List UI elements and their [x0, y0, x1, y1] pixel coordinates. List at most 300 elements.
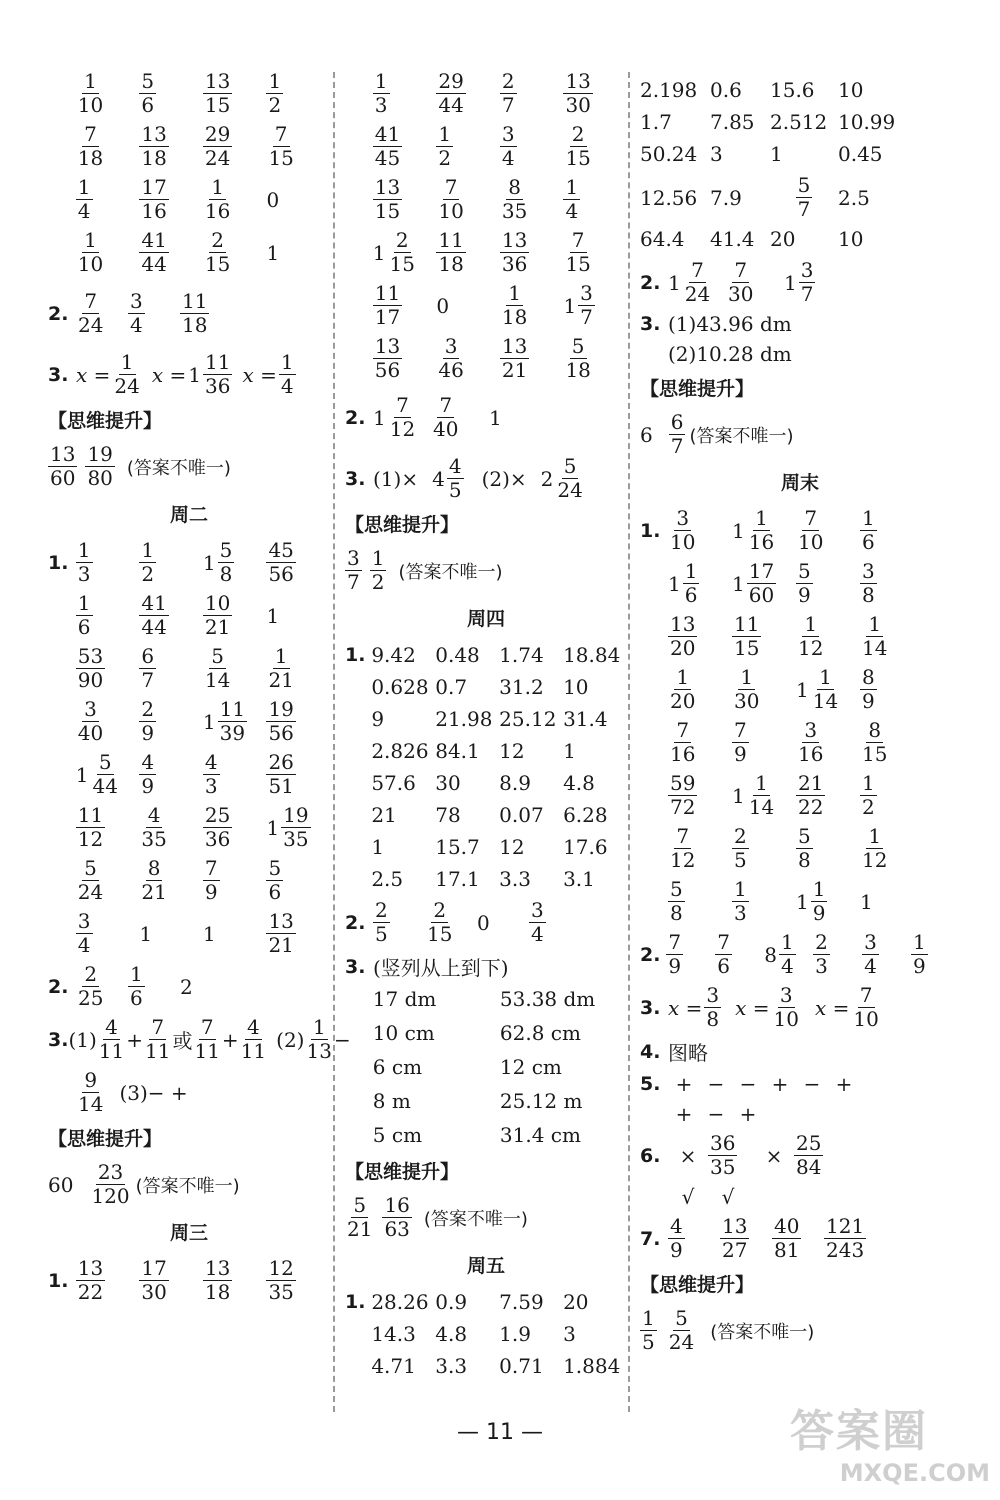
- answer-value: [838, 186, 900, 210]
- answer-value: [180, 290, 232, 337]
- denominator: 12: [798, 636, 824, 660]
- decimal-value: 1: [563, 739, 576, 763]
- decimal-value: 0.9: [435, 1290, 468, 1314]
- numerator: 1: [862, 506, 875, 530]
- fraction: [563, 123, 592, 170]
- answer-value: [373, 123, 437, 170]
- answer-value: [266, 70, 330, 117]
- decimal-value: 25.12: [499, 707, 557, 731]
- answer-value: [796, 719, 860, 766]
- fraction: [720, 1215, 749, 1262]
- fraction: [203, 751, 220, 798]
- fraction: [563, 70, 592, 117]
- answer-row: [48, 443, 330, 490]
- fraction: [76, 290, 105, 337]
- fraction: [76, 857, 105, 904]
- answer-row: [640, 259, 960, 306]
- answer-value: [48, 443, 77, 490]
- numerator: 4: [247, 1015, 260, 1039]
- question-number: 1.: [640, 519, 661, 542]
- fraction: [218, 698, 247, 745]
- numerator: 13: [50, 442, 76, 466]
- fraction: [563, 335, 592, 382]
- numerator: 7: [859, 983, 873, 1007]
- answer-row: [48, 751, 330, 798]
- denominator: 8: [798, 848, 811, 872]
- answer-value: [436, 123, 500, 170]
- answer-value: [860, 613, 924, 660]
- decimal-value: 4.71: [371, 1354, 416, 1378]
- numerator: 45: [268, 538, 294, 562]
- answer-value: [772, 984, 801, 1031]
- denominator: 14: [812, 689, 839, 713]
- decimal-value: 6.28: [563, 803, 608, 827]
- numerator: 5: [353, 1193, 367, 1217]
- numerator: 10: [204, 591, 231, 615]
- answer-value: [640, 186, 710, 210]
- fraction: [772, 984, 801, 1031]
- answer-value: [500, 176, 564, 223]
- answer-text: 7.9: [710, 185, 742, 210]
- numerator: 7: [691, 258, 704, 282]
- answer-row: [48, 910, 330, 957]
- answer-value: [139, 592, 203, 639]
- page-number-value: 11: [486, 1420, 514, 1445]
- answer-value: [203, 751, 267, 798]
- numerator: 1: [676, 665, 690, 689]
- denominator: 10: [77, 93, 104, 117]
- answer-value: [796, 878, 860, 925]
- question-number: 3.: [640, 313, 661, 335]
- answer-row: [640, 1307, 960, 1354]
- fraction: [860, 507, 877, 554]
- answer-value: [373, 899, 425, 946]
- whole-number: 1: [563, 293, 577, 318]
- answer-row: [345, 803, 627, 827]
- answer-value: [813, 931, 862, 978]
- numerator: 7: [84, 289, 98, 313]
- fraction: [436, 229, 465, 276]
- denominator: 9: [668, 954, 682, 978]
- decimal-value: 10.99: [838, 110, 896, 134]
- denominator: 81: [774, 1238, 800, 1262]
- denominator: 36: [204, 827, 231, 851]
- denominator: 8: [706, 1007, 720, 1031]
- denominator: 35: [283, 827, 309, 851]
- fraction: [860, 613, 889, 660]
- numerator: 5: [141, 69, 155, 93]
- answer-row: [345, 1123, 627, 1147]
- answer-value: [76, 176, 140, 223]
- fraction: [128, 290, 145, 337]
- numerator: 11: [77, 803, 104, 827]
- denominator: 9: [913, 954, 926, 978]
- answer-row: [48, 351, 330, 398]
- numerator: 3: [531, 898, 544, 922]
- answer-value: [732, 878, 796, 925]
- answer-value: [732, 825, 796, 872]
- answer-row: [640, 312, 960, 336]
- denominator: 6: [130, 986, 143, 1010]
- numerator: 41: [141, 591, 167, 615]
- fraction: [862, 931, 879, 978]
- denominator: 16: [204, 199, 231, 223]
- denominator: 15: [565, 252, 591, 276]
- numerator: 9: [84, 1068, 98, 1092]
- fraction: [266, 857, 283, 904]
- question-number: 3.: [640, 996, 661, 1019]
- fraction: [139, 539, 156, 586]
- answer-value: [500, 282, 564, 329]
- answer-row: [48, 804, 330, 851]
- expression: [97, 1016, 351, 1063]
- variable-label: x =: [815, 995, 850, 1020]
- answer-row: [640, 78, 960, 102]
- answer-value: [732, 507, 796, 554]
- answer-value: [563, 335, 627, 382]
- decimal-value: 0.48: [435, 643, 480, 667]
- answer-text: 1: [266, 240, 280, 265]
- fraction: [304, 1016, 333, 1063]
- answer-value: [203, 229, 267, 276]
- decimal-value: 12: [499, 835, 525, 859]
- fraction: [796, 613, 825, 660]
- whole-number: 1: [732, 518, 745, 543]
- fraction: [218, 539, 235, 586]
- numerator: 1: [141, 538, 155, 562]
- denominator: 18: [182, 313, 208, 337]
- whole-number: 1: [372, 240, 386, 265]
- denominator: 120: [91, 1184, 130, 1208]
- fraction: [436, 335, 465, 382]
- answer-value: [704, 984, 721, 1031]
- denominator: 30: [141, 1280, 167, 1304]
- operator: 或: [172, 1029, 193, 1053]
- fraction: [668, 825, 697, 872]
- denominator: 25: [78, 986, 104, 1010]
- fraction: [203, 351, 232, 398]
- denominator: 4: [531, 922, 544, 946]
- denominator: 44: [92, 774, 118, 798]
- decimal-value: 10: [838, 78, 864, 102]
- numerator: 13: [374, 175, 401, 199]
- fraction: [779, 931, 796, 978]
- question-number: 3.: [345, 955, 366, 978]
- operator: +: [221, 1027, 239, 1052]
- answer-value: [860, 890, 924, 914]
- denominator: 4: [780, 954, 794, 978]
- fraction: [76, 176, 93, 223]
- numerator: 7: [717, 930, 731, 954]
- decimal-value: 4.8: [435, 1322, 468, 1346]
- numerator: 3: [501, 122, 515, 146]
- numerator: 1: [268, 69, 282, 93]
- measure-value: 12 cm: [499, 1055, 562, 1079]
- decimal-value: 2.198: [640, 78, 698, 102]
- note-text: (答案不唯一): [689, 425, 794, 447]
- denominator: 3: [734, 901, 747, 925]
- fraction: [732, 613, 761, 660]
- denominator: 18: [501, 305, 528, 329]
- numerator: 6: [670, 410, 684, 434]
- numerator: 13: [565, 69, 591, 93]
- answer-row: [345, 952, 627, 981]
- numerator: 13: [670, 612, 696, 636]
- fraction: [281, 804, 310, 851]
- whole-number: 1: [75, 762, 89, 787]
- answer-value: [139, 176, 203, 223]
- fraction: [704, 984, 721, 1031]
- answer-value: [668, 259, 726, 306]
- numerator: 7: [571, 228, 585, 252]
- denominator: 10: [853, 1007, 879, 1031]
- numerator: 17: [748, 559, 775, 583]
- numerator: 3: [84, 697, 97, 721]
- answer-value: [203, 123, 267, 170]
- decimal-value: 30: [435, 771, 461, 795]
- part-label: (2)×: [481, 466, 527, 491]
- answer-value: [373, 335, 437, 382]
- fraction: [669, 411, 686, 458]
- denominator: 243: [826, 1238, 865, 1262]
- numerator: 1: [642, 1306, 655, 1330]
- decimal-value: 4.8: [563, 771, 595, 795]
- denominator: 15: [427, 922, 453, 946]
- numerator: 1: [819, 665, 832, 689]
- fraction: [668, 719, 697, 766]
- numerator: 1: [77, 175, 91, 199]
- fraction: [529, 899, 546, 946]
- numerator: 1: [868, 824, 882, 848]
- numerator: 8: [868, 718, 882, 742]
- fraction: [668, 772, 697, 819]
- answer-row: [640, 1037, 960, 1066]
- measure-value: 6 cm: [372, 1055, 423, 1079]
- answer-value: [76, 910, 140, 957]
- numerator: 3: [676, 506, 690, 530]
- fraction: [139, 176, 168, 223]
- fraction: [811, 666, 840, 713]
- fraction: [555, 455, 584, 502]
- fraction: [911, 931, 928, 978]
- fraction: [76, 910, 93, 957]
- denominator: 46: [438, 358, 464, 382]
- answer-value: [76, 751, 140, 798]
- answer-row: [48, 539, 330, 586]
- whole-number: 1: [668, 571, 681, 596]
- cross-mark: ×: [765, 1143, 783, 1168]
- numerator: 11: [734, 612, 760, 636]
- answer-value: [203, 804, 267, 851]
- answer-row: [48, 1161, 330, 1208]
- decimal-value: 28.26: [371, 1290, 429, 1314]
- answer-value: [266, 645, 330, 692]
- answer-value: [860, 666, 924, 713]
- answer-row: [640, 984, 960, 1031]
- fraction: [266, 910, 295, 957]
- numerator: 1: [274, 644, 288, 668]
- answer-row: [640, 110, 960, 134]
- denominator: 44: [141, 252, 167, 276]
- denominator: 3: [815, 954, 828, 978]
- denominator: 10: [438, 199, 464, 223]
- decimal-value: 0.07: [499, 803, 544, 827]
- denominator: 21: [268, 668, 294, 692]
- answer-value: [139, 539, 203, 586]
- answer-value: [563, 229, 627, 276]
- numerator: 2: [395, 228, 409, 252]
- numerator: 19: [283, 803, 309, 827]
- fraction: [203, 176, 232, 223]
- denominator: 16: [670, 742, 696, 766]
- fraction: [425, 899, 454, 946]
- numerator: 4: [204, 750, 218, 774]
- answer-row: [48, 1257, 330, 1304]
- decimal-value: 21.98: [435, 707, 493, 731]
- denominator: 39: [219, 721, 246, 745]
- fraction: [388, 394, 417, 441]
- answer-row: [345, 335, 627, 382]
- decimal-value: 0.45: [838, 142, 883, 166]
- fraction: [48, 443, 77, 490]
- answer-text: 0: [266, 187, 280, 212]
- whole-number: 1: [188, 362, 201, 387]
- numerator: 17: [141, 175, 167, 199]
- denominator: 84: [796, 1155, 822, 1179]
- fraction: [431, 394, 460, 441]
- numerator: 5: [211, 644, 224, 668]
- numerator: 5: [670, 877, 683, 901]
- denominator: 36: [501, 252, 528, 276]
- numerator: 3: [800, 258, 814, 282]
- fraction: [382, 1194, 411, 1241]
- answer-value: [860, 719, 924, 766]
- answer-value: [373, 176, 437, 223]
- fraction: [447, 455, 464, 502]
- question-number: 3.: [48, 1028, 69, 1051]
- answer-value: [860, 507, 924, 554]
- variable-label: x =: [76, 362, 111, 387]
- fraction: [747, 507, 776, 554]
- denominator: 22: [798, 795, 824, 819]
- decimal-value: 64.4: [640, 227, 685, 251]
- whole-number: 1: [796, 677, 809, 702]
- answer-row: [345, 1055, 627, 1079]
- denominator: 7: [347, 570, 360, 594]
- numerator: 5: [798, 824, 811, 848]
- denominator: 56: [374, 358, 401, 382]
- fraction: [796, 719, 825, 766]
- answer-value: [203, 1257, 267, 1304]
- answer-value: [436, 70, 500, 117]
- fraction: [860, 719, 889, 766]
- numerator: 1: [374, 69, 388, 93]
- answer-row: [345, 123, 627, 170]
- answer-value: [373, 70, 437, 117]
- fraction: [76, 645, 105, 692]
- answer-row: [345, 1089, 627, 1113]
- variable-label: x =: [242, 362, 277, 387]
- numerator: 1: [734, 877, 747, 901]
- fraction: [732, 719, 749, 766]
- answer-value: [139, 698, 203, 745]
- measure-value: 5 cm: [372, 1123, 423, 1147]
- numerator: 11: [182, 289, 208, 313]
- numerator: 36: [710, 1131, 736, 1155]
- answer-row: [48, 290, 330, 337]
- instruction-text: (竖列从上到下): [373, 956, 509, 980]
- thinking-heading: 【思维提升】: [640, 1274, 755, 1296]
- numerator: 5: [563, 454, 577, 478]
- numerator: 13: [204, 1256, 231, 1280]
- numerator: 2: [571, 122, 585, 146]
- answer-row: [345, 987, 627, 1011]
- answer-row: [345, 707, 627, 731]
- fraction: [128, 963, 145, 1010]
- denominator: 16: [798, 742, 824, 766]
- decimal-value: 78: [435, 803, 461, 827]
- numerator: 8: [862, 665, 875, 689]
- answer-text: 1: [139, 921, 153, 946]
- answer-value: [139, 922, 203, 946]
- denominator: 15: [734, 636, 760, 660]
- answer-value: [139, 70, 203, 117]
- numerator: 1: [77, 591, 91, 615]
- question-number: 1.: [345, 1291, 366, 1313]
- whole-number: 1: [732, 571, 745, 596]
- question-number: 4.: [640, 1040, 661, 1063]
- numerator: 7: [396, 393, 409, 417]
- answer-value: [345, 547, 362, 594]
- whole-number: 4: [432, 466, 445, 491]
- question-number: 2.: [345, 911, 366, 934]
- numerator: 1: [565, 175, 579, 199]
- numerator: 3: [77, 909, 91, 933]
- numerator: 41: [141, 228, 167, 252]
- fraction: [266, 751, 295, 798]
- numerator: 19: [87, 442, 113, 466]
- answer-row: [345, 899, 627, 946]
- numerator: 1: [508, 281, 521, 305]
- answer-value: [794, 1132, 823, 1179]
- denominator: 2: [371, 570, 385, 594]
- numerator: 2: [734, 824, 747, 848]
- answer-row: [48, 229, 330, 276]
- whole-number: 8: [764, 942, 777, 967]
- fraction: [373, 335, 402, 382]
- answer-row: [640, 227, 960, 251]
- sign-symbol: +: [771, 1072, 789, 1096]
- denominator: 15: [268, 146, 294, 170]
- answer-value: [203, 539, 267, 586]
- numerator: 5: [798, 559, 811, 583]
- answer-value: [266, 751, 330, 798]
- fraction: [370, 547, 387, 594]
- fraction: [851, 984, 880, 1031]
- measure-value: 62.8 cm: [499, 1021, 581, 1045]
- measure-value: 10 cm: [372, 1021, 435, 1045]
- answer-value: [266, 123, 330, 170]
- answer-row: [345, 70, 627, 117]
- numerator: 8: [508, 175, 521, 199]
- section-heading: 周五: [466, 1255, 505, 1277]
- decimal-value: 20: [563, 1290, 589, 1314]
- denominator: 12: [389, 417, 416, 441]
- denominator: 80: [87, 466, 113, 490]
- numerator: 4: [448, 454, 462, 478]
- fraction: [97, 1016, 126, 1063]
- answer-value: [710, 186, 770, 210]
